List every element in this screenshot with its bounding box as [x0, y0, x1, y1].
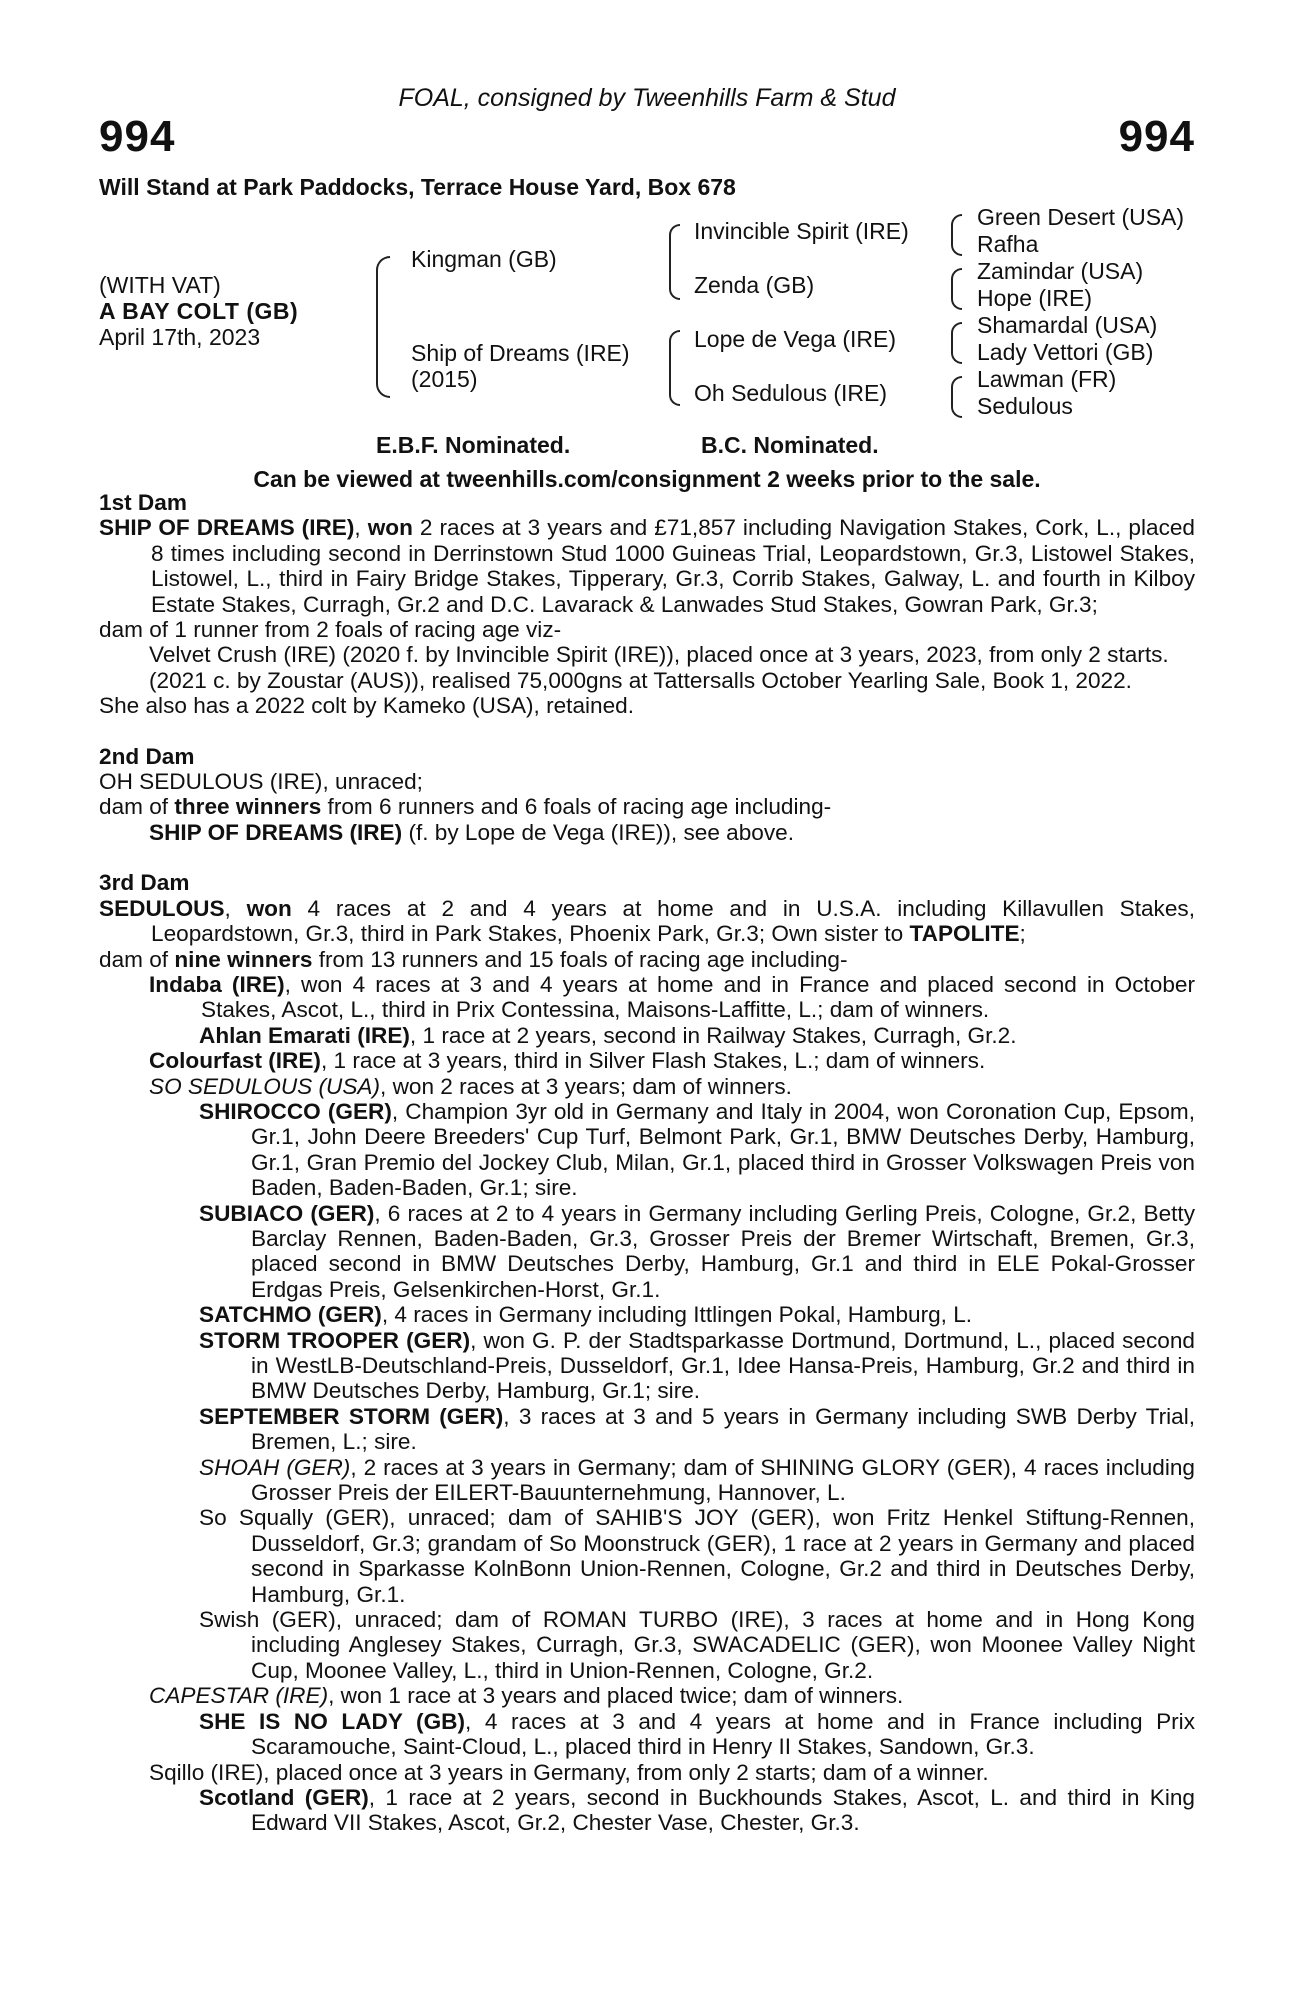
gen3-ddd: Sedulous	[977, 393, 1073, 419]
entry-text: , won 2 races at 3 years; dam of winners.	[380, 1073, 792, 1099]
produce-entry	[99, 1302, 1195, 1327]
second-dam-entry	[99, 820, 1195, 845]
produce-entry	[99, 1048, 1195, 1073]
brace-gen3-4	[951, 376, 962, 418]
brace-gen3-1	[951, 214, 962, 256]
entry-name: Swish (GER)	[199, 1607, 336, 1633]
gen3-ssd: Rafha	[977, 231, 1039, 257]
text: dam of	[99, 946, 169, 972]
spacer	[99, 845, 1195, 870]
third-dam-won: won	[246, 895, 292, 921]
produce-entry	[99, 1404, 1195, 1455]
entry-name: SO SEDULOUS (USA)	[149, 1073, 381, 1099]
sire-dam: Zenda (GB)	[694, 272, 815, 298]
gen3-sds: Zamindar (USA)	[977, 258, 1144, 284]
second-dam-produce	[99, 794, 1195, 819]
produce-entry	[99, 972, 1195, 1023]
entry-name: SHE IS NO LADY (GB)	[199, 1708, 465, 1734]
produce-record	[99, 490, 1195, 1836]
produce-entry	[99, 1455, 1195, 1506]
entry-name: SEPTEMBER STORM (GER)	[199, 1403, 504, 1429]
first-dam-record: 2 races at 3 years and £71,857 including Navigation Stakes, Cork, L., placed 8 times including second in Derrinstown Stud 1000 Guineas Trial, Leopardstown, Gr.3, Listowel Stakes, Listowel, L., third in Fairy Bridge Stakes, Tipperary, Gr.3, Corrib Stakes, Galway, L. and fourth in Kilboy Estate Stakes, Curragh, Gr.2 and D.C. Lavarack & Lanwades Stud Stakes, Gowran Park, Gr.3;	[151, 515, 1196, 617]
first-dam-foal-2: (2021 c. by Zoustar (AUS)), realised 75,000gns at Tattersalls October Yearling Sale, Book 1, 2022.	[149, 667, 1132, 693]
produce-entry	[99, 1785, 1195, 1836]
text: from 6 runners and 6 foals of racing age including-	[327, 794, 832, 820]
entry-name: SUBIACO (GER)	[199, 1200, 375, 1226]
pedigree-brace	[376, 256, 390, 398]
entry-text: , 4 races in Germany including Ittlingen Pokal, Hamburg, L.	[381, 1302, 973, 1328]
produce-entry	[99, 1099, 1195, 1201]
entry-text: , Champion 3yr old in Germany and Italy in 2004, won Coronation Cup, Epsom, Gr.1, John Deere Breeders' Cup Turf, Belmont Park, Gr.1, BMW Deutsches Derby, Hamburg, Gr.1, Gran Premio del Jockey Club, Milan, Gr.1, placed third in Grosser Volkswagen Preis von Baden, Baden-Baden, Gr.1; sire.	[251, 1098, 1195, 1201]
gen3-sdd: Hope (IRE)	[977, 285, 1093, 311]
entry-name: SHIP OF DREAMS (IRE)	[149, 819, 403, 845]
sire: Kingman (GB)	[411, 246, 557, 272]
produce-entry	[99, 1328, 1195, 1404]
sire-sire: Invincible Spirit (IRE)	[694, 218, 909, 244]
own-sister: TAPOLITE	[909, 921, 1020, 947]
winner-count: nine winners	[174, 946, 313, 972]
second-dam-name: OH SEDULOUS (IRE), unraced;	[99, 769, 423, 795]
dam-name: Ship of Dreams (IRE)	[411, 340, 630, 366]
gen3-dds: Lawman (FR)	[977, 366, 1117, 392]
dam-sire: Lope de Vega (IRE)	[694, 326, 897, 352]
horse-vat: (WITH VAT)	[99, 272, 221, 298]
entry-name: SHOAH (GER)	[199, 1454, 351, 1480]
dam-dam: Oh Sedulous (IRE)	[694, 380, 888, 406]
first-dam-para: SHIP OF DREAMS (IRE), won 2 races at 3 years and £71,857 including Navigation Stakes, Cork, L., placed 8 times including second in Derrinstown Stud 1000 Guineas Trial, Leopardstown, Gr.3, Listowel Stakes, Listowel, L., third in Fairy Bridge Stakes, Tipperary, Gr.3, Corrib Stakes, Galway, L. and fourth in Kilboy Estate Stakes, Curragh, Gr.2 and D.C. Lavarack & Lanwades Stud Stakes, Gowran Park, Gr.3;	[99, 515, 1196, 617]
catalogue-page	[99, 0, 1195, 2000]
lot-number-right: 994	[1118, 112, 1195, 161]
gen3-dss: Shamardal (USA)	[977, 312, 1158, 338]
produce-entry	[99, 1683, 1195, 1708]
first-dam-foal-3: She also has a 2022 colt by Kameko (USA), retained.	[99, 693, 635, 719]
produce-entry	[99, 1505, 1195, 1607]
punct: ;	[1019, 921, 1026, 947]
gen3-dsd: Lady Vettori (GB)	[977, 339, 1154, 365]
entry-text: , placed once at 3 years in Germany, from only 2 starts; dam of a winner.	[263, 1759, 989, 1785]
brace-gen3-2	[951, 268, 962, 310]
entry-name: STORM TROOPER (GER)	[199, 1327, 471, 1353]
entry-text: , 3 races at 3 and 5 years in Germany including SWB Derby Trial, Bremen, L.; sire.	[251, 1403, 1195, 1455]
first-dam-produce-intro: dam of 1 runner from 2 foals of racing age viz-	[99, 617, 562, 643]
first-dam-name: SHIP OF DREAMS (IRE)	[99, 515, 355, 541]
entry-name: CAPESTAR (IRE)	[149, 1683, 329, 1709]
entry-name: SATCHMO (GER)	[199, 1302, 382, 1328]
third-dam-heading: 3rd Dam	[99, 870, 190, 896]
entry-text: , unraced; dam of SAHIB'S JOY (GER), won Fritz Henkel Stiftung-Rennen, Dusseldorf, Gr.3; grandam of So Moonstruck (GER), 1 race at 2 years in Germany and placed second in Sparkasse KolnBonn Union-Rennen, Cologne, Gr.2 and third in Deutsches Derby, Hamburg, Gr.1.	[251, 1505, 1195, 1607]
produce-entry	[99, 1074, 1195, 1099]
text: dam of	[99, 794, 169, 820]
text: from 13 runners and 15 foals of racing age including-	[318, 946, 848, 972]
entry-text: , 1 race at 2 years, second in Railway Stakes, Curragh, Gr.2.	[409, 1022, 1017, 1048]
entry-text: , won G. P. der Stadtsparkasse Dortmund, Dortmund, L., placed second in WestLB-Deutschland-Preis, Dusseldorf, Gr.1, Idee Hansa-Preis, Hamburg, Gr.2 and third in BMW Deutsches Derby, Hamburg, Gr.1; sire.	[251, 1327, 1195, 1404]
entry-text: , 2 races at 3 years in Germany; dam of SHINING GLORY (GER), 4 races including Grosser Preis der EILERT-Bauunternehmung, Hannover, L.	[251, 1454, 1195, 1506]
winner-count: three winners	[174, 794, 322, 820]
spacer	[99, 719, 1195, 744]
entry-name: Scotland (GER)	[199, 1784, 369, 1810]
third-dam-produce	[99, 947, 1195, 972]
entry-text: , unraced; dam of ROMAN TURBO (IRE), 3 races at home and in Hong Kong including Anglesey Stakes, Curragh, Gr.3, SWACADELIC (GER), won Moonee Valley Night Cup, Moonee Valley, L., third in Union-Rennen, Cologne, Gr.2.	[251, 1607, 1195, 1683]
viewing-note: Can be viewed at tweenhills.com/consignment 2 weeks prior to the sale.	[253, 466, 1041, 492]
first-dam-won: won	[367, 515, 413, 541]
gen3-sss: Green Desert (USA)	[977, 204, 1185, 230]
consignor-line: FOAL, consigned by Tweenhills Farm & Stud	[398, 84, 896, 112]
produce-entry	[99, 1023, 1195, 1048]
produce-entry	[99, 1607, 1195, 1683]
entry-text: (f. by Lope de Vega (IRE)), see above.	[408, 819, 795, 845]
dam-year: (2015)	[411, 366, 478, 392]
second-dam-heading: 2nd Dam	[99, 743, 195, 769]
entry-name: Colourfast (IRE)	[149, 1048, 321, 1074]
entry-text: , 1 race at 2 years, second in Buckhounds Stakes, Ascot, L. and third in King Edward VII Stakes, Ascot, Gr.2, Chester Vase, Chester, Gr.3.	[251, 1784, 1195, 1836]
produce-entry	[99, 1709, 1195, 1760]
entry-text: , 4 races at 3 and 4 years at home and in France including Prix Scaramouche, Saint-Cloud, L., placed third in Henry II Stakes, Sandown, Gr.3.	[251, 1708, 1195, 1760]
sire-brace	[669, 224, 680, 300]
lot-number-left: 994	[99, 112, 176, 161]
entry-name: SHIROCCO (GER)	[199, 1098, 392, 1124]
third-dam-entries	[99, 972, 1195, 1836]
entry-text: , won 4 races at 3 and 4 years at home and in France and placed second in October Stakes, Ascot, L., third in Prix Contessina, Maisons-Laffitte, L.; dam of winners.	[201, 971, 1195, 1023]
third-dam-record: 4 races at 2 and 4 years at home and in U.S.A. including Killavullen Stakes, Leopardstown, Gr.3, third in Park Stakes, Phoenix Park, Gr.3; Own sister to	[151, 895, 1195, 947]
first-dam-heading: 1st Dam	[99, 490, 187, 515]
first-dam-foal-1: Velvet Crush (IRE) (2020 f. by Invincible Spirit (IRE)), placed once at 3 years, 2023, from only 2 starts.	[149, 642, 1169, 668]
third-dam-intro: SEDULOUS, won 4 races at 2 and 4 years at home and in U.S.A. including Killavullen Stakes, Leopardstown, Gr.3, third in Park Stakes, Phoenix Park, Gr.3; Own sister to TAPOLITE;	[99, 895, 1195, 947]
bc-nominated: B.C. Nominated.	[701, 432, 879, 458]
entry-name: Ahlan Emarati (IRE)	[199, 1022, 410, 1048]
third-dam-name: SEDULOUS	[99, 895, 225, 921]
brace-gen3-3	[951, 322, 962, 364]
horse-name: A BAY COLT (GB)	[99, 298, 299, 324]
entry-text: , won 1 race at 3 years and placed twice; dam of winners.	[328, 1683, 904, 1709]
entry-name: So Squally (GER)	[199, 1505, 390, 1531]
ebf-nominated: E.B.F. Nominated.	[376, 432, 571, 458]
produce-entry	[99, 1201, 1195, 1303]
horse-dob: April 17th, 2023	[99, 324, 261, 350]
stand-location: Will Stand at Park Paddocks, Terrace House Yard, Box 678	[99, 174, 736, 200]
produce-entry	[99, 1760, 1195, 1785]
dam-brace	[669, 330, 680, 406]
entry-name: Sqillo (IRE)	[149, 1759, 264, 1785]
entry-text: , 1 race at 3 years, third in Silver Flash Stakes, L.; dam of winners.	[320, 1048, 986, 1074]
entry-name: Indaba (IRE)	[149, 971, 285, 997]
entry-text: , 6 races at 2 to 4 years in Germany including Gerling Preis, Cologne, Gr.2, Betty Barclay Rennen, Baden-Baden, Gr.3, Grosser Preis der Bremer Wirtschaft, Bremen, Gr.3, placed second in BMW Deutsches Derby, Hamburg, Gr.1 and third in ELE Pokal-Grosser Erdgas Preis, Gelsenkirchen-Horst, Gr.1.	[251, 1200, 1195, 1302]
